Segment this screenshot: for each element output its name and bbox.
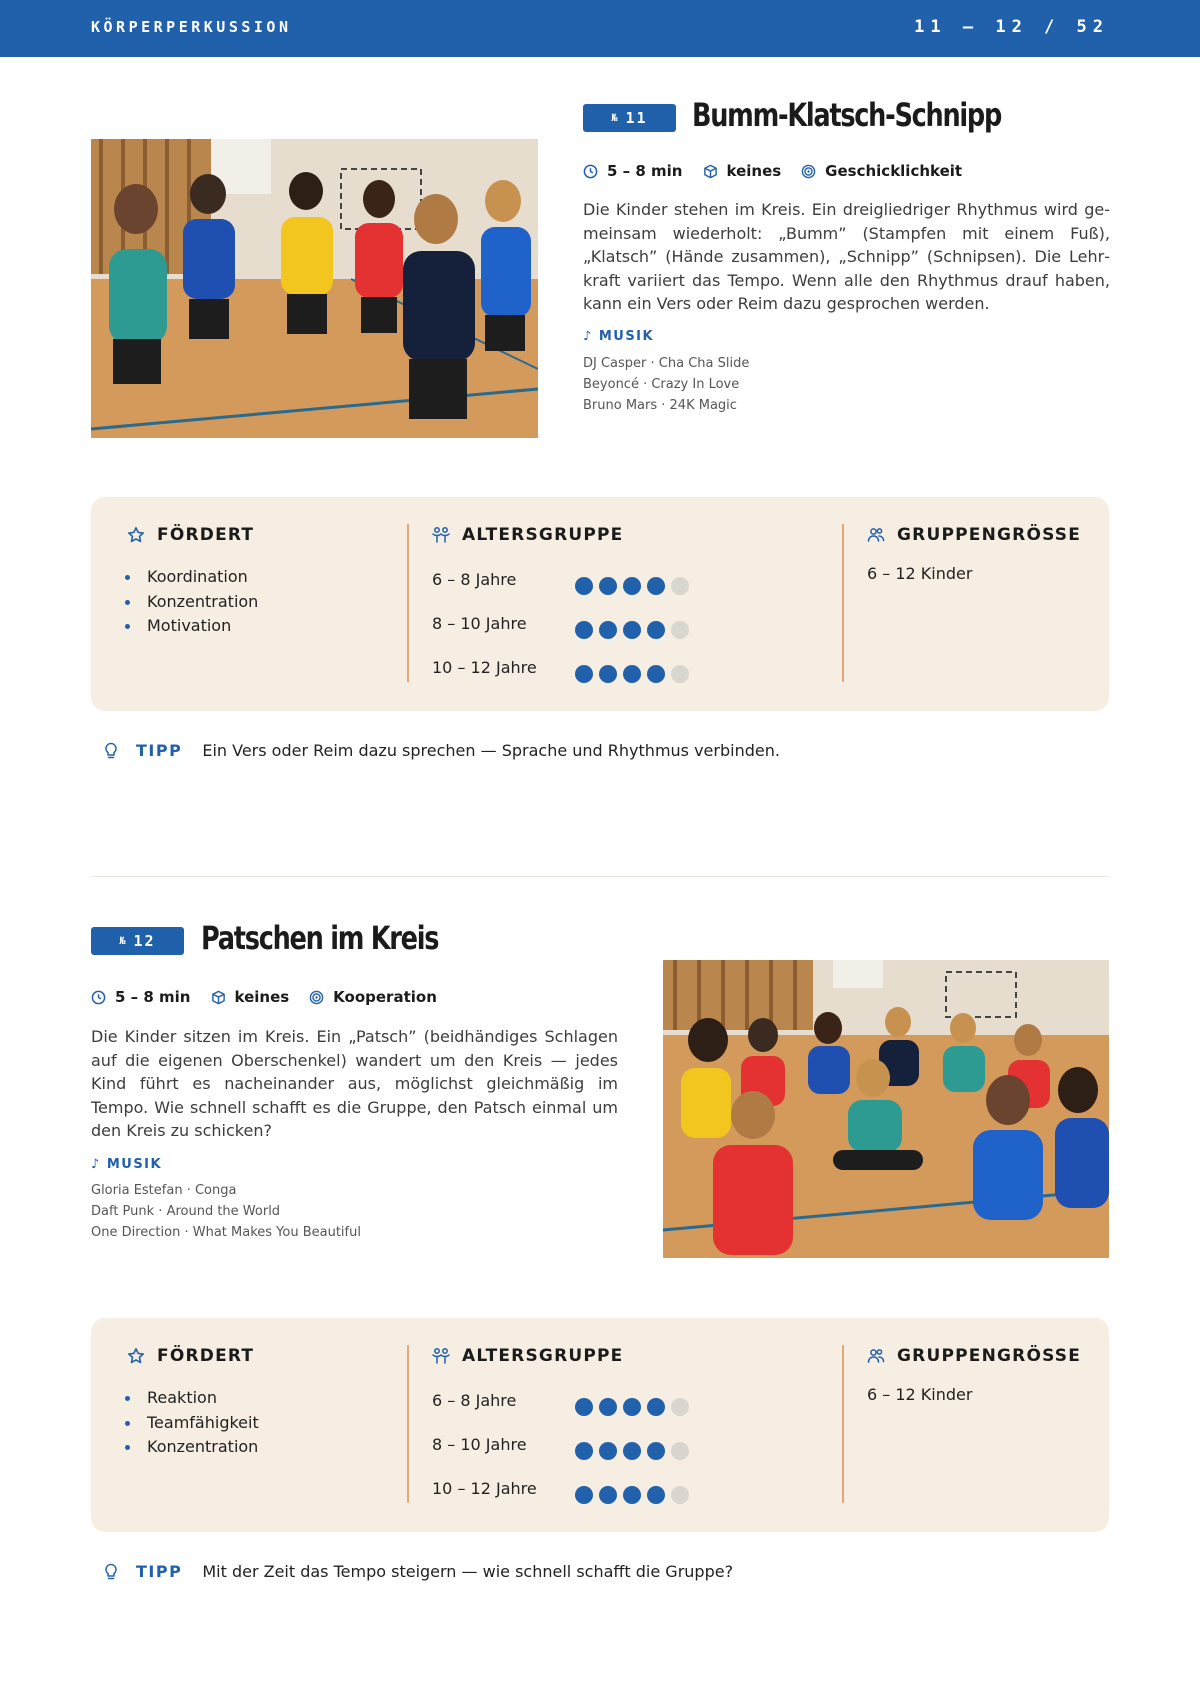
info-card	[91, 497, 1109, 711]
star-icon	[127, 1347, 145, 1365]
music-list	[583, 353, 749, 416]
rating-dot-filled	[599, 1442, 617, 1460]
music-item: One Direction · What Makes You Beautiful	[91, 1225, 361, 1240]
target-icon	[801, 164, 816, 179]
music-heading-text: MUSIK	[106, 1157, 163, 1172]
group-size: 6 – 12 Kinder	[867, 564, 973, 583]
game-meta	[583, 162, 982, 180]
age-row	[432, 611, 692, 635]
benefit-item: Motivation	[147, 614, 258, 639]
benefits-heading	[127, 1346, 254, 1366]
age-heading	[432, 1346, 624, 1366]
benefits-heading-text: FÖRDERT	[157, 525, 255, 545]
focus-text: Geschicklichkeit	[825, 162, 963, 180]
rating-dot-filled	[575, 1398, 593, 1416]
age-label: 8 – 10 Jahre	[432, 613, 527, 633]
duration-text: 5 – 8 min	[607, 162, 683, 180]
column-divider	[842, 1345, 844, 1503]
rating-dot-filled	[623, 665, 641, 683]
star-icon	[127, 526, 145, 544]
rating-dot-filled	[623, 621, 641, 639]
tip-row	[104, 1562, 733, 1581]
rating-dot-empty	[671, 1442, 689, 1460]
age-rating	[575, 1486, 689, 1504]
info-card	[91, 1318, 1109, 1532]
number-value: 11	[625, 109, 648, 127]
age-rating	[575, 665, 689, 683]
rating-dot-filled	[623, 1398, 641, 1416]
age-rating	[575, 1398, 689, 1416]
rating-dot-empty	[671, 621, 689, 639]
clock-icon	[583, 164, 598, 179]
age-heading-text: ALTERSGRUPPE	[462, 525, 624, 545]
section-divider	[91, 876, 1109, 877]
music-heading	[91, 1157, 162, 1172]
people-arms-icon	[432, 1347, 450, 1365]
lightbulb-icon	[104, 1563, 118, 1581]
rating-dot-filled	[623, 1442, 641, 1460]
tip-text: Ein Vers oder Reim dazu sprechen — Sprache und Rhythmus verbinden.	[202, 741, 780, 760]
music-item: Bruno Mars · 24K Magic	[583, 398, 737, 413]
age-row	[432, 655, 692, 679]
people-arms-icon	[432, 526, 450, 544]
game-photo-standing-circle	[91, 139, 538, 438]
music-item: Daft Punk · Around the World	[91, 1204, 281, 1219]
benefit-item: Koordination	[147, 565, 258, 590]
tip-text: Mit der Zeit das Tempo steigern — wie schnell schafft die Gruppe?	[202, 1562, 734, 1581]
rating-dot-filled	[623, 1486, 641, 1504]
benefits-heading-text: FÖRDERT	[157, 1346, 255, 1366]
group-heading-text: GRUPPENGRÖSSE	[897, 525, 1082, 545]
age-row	[432, 567, 692, 591]
rating-dot-filled	[599, 621, 617, 639]
game-title: Patschen im Kreis	[201, 919, 439, 957]
age-label: 10 – 12 Jahre	[432, 657, 537, 677]
music-heading	[583, 329, 654, 344]
tip-row	[104, 741, 780, 760]
number-prefix: №	[611, 112, 618, 124]
age-label: 6 – 8 Jahre	[432, 1390, 517, 1410]
group-size: 6 – 12 Kinder	[867, 1385, 973, 1404]
benefit-item: Reaktion	[147, 1386, 259, 1411]
header-bar	[0, 0, 1200, 57]
rating-dot-filled	[575, 621, 593, 639]
group-icon	[867, 526, 885, 544]
rating-dot-filled	[647, 665, 665, 683]
music-note-icon: ♪	[583, 329, 593, 344]
material-text: keines	[726, 162, 782, 180]
number-value: 12	[133, 932, 156, 950]
tip-label: TIPP	[136, 741, 183, 760]
lightbulb-icon	[104, 742, 118, 760]
rating-dot-filled	[623, 577, 641, 595]
age-label: 6 – 8 Jahre	[432, 569, 517, 589]
rating-dot-filled	[647, 1442, 665, 1460]
age-heading	[432, 525, 624, 545]
game-number-badge	[583, 104, 676, 132]
rating-dot-filled	[575, 1486, 593, 1504]
music-item: Beyoncé · Crazy In Love	[583, 377, 740, 392]
benefit-item: Konzentration	[147, 1435, 259, 1460]
meta-material	[703, 162, 782, 180]
benefit-item: Teamfähigkeit	[147, 1411, 259, 1436]
benefit-item: Konzentration	[147, 590, 258, 615]
group-heading	[867, 1346, 1081, 1366]
rating-dot-filled	[599, 665, 617, 683]
group-icon	[867, 1347, 885, 1365]
rating-dot-filled	[647, 1398, 665, 1416]
meta-duration	[91, 988, 191, 1006]
music-item: Gloria Estefan · Conga	[91, 1183, 237, 1198]
rating-dot-empty	[671, 1486, 689, 1504]
game-meta	[91, 988, 457, 1006]
column-divider	[407, 524, 409, 682]
rating-dot-filled	[599, 1486, 617, 1504]
age-label: 10 – 12 Jahre	[432, 1478, 537, 1498]
rating-dot-empty	[671, 1398, 689, 1416]
column-divider	[407, 1345, 409, 1503]
focus-text: Kooperation	[333, 988, 437, 1006]
rating-dot-empty	[671, 577, 689, 595]
benefits-heading	[127, 525, 254, 545]
rating-dot-filled	[647, 577, 665, 595]
age-row	[432, 1388, 692, 1412]
group-heading-text: GRUPPENGRÖSSE	[897, 1346, 1082, 1366]
rating-dot-filled	[575, 665, 593, 683]
clock-icon	[91, 990, 106, 1005]
meta-focus	[801, 162, 962, 180]
rating-dot-filled	[575, 577, 593, 595]
age-rating	[575, 621, 689, 639]
rating-dot-filled	[575, 1442, 593, 1460]
age-rating	[575, 577, 689, 595]
target-icon	[309, 990, 324, 1005]
section-title: KÖRPERPERKUSSION	[91, 18, 292, 36]
music-list	[91, 1180, 361, 1243]
game-title: Bumm-Klatsch-Schnipp	[692, 96, 1001, 134]
rating-dot-empty	[671, 665, 689, 683]
box-icon	[211, 990, 226, 1005]
music-heading-text: MUSIK	[598, 329, 655, 344]
meta-focus	[309, 988, 437, 1006]
game-description: Die Kinder stehen im Kreis. Ein dreigliedriger Rhythmus wird gemeinsam wiederholt: „Bumm” (Stampfen mit einem Fuß), „Klatsch” (Hände zusammen), „Schnipp” (Schnipsen). Die Lehrkraft variiert das Tempo. Wenn alle den Rhythmus drauf haben, kann ein Vers oder Reim dazu gesprochen werden.	[583, 200, 1110, 313]
number-prefix: №	[119, 935, 126, 947]
material-text: keines	[234, 988, 290, 1006]
meta-material	[211, 988, 290, 1006]
box-icon	[703, 164, 718, 179]
benefits-list	[147, 1386, 259, 1460]
meta-duration	[583, 162, 683, 180]
age-label: 8 – 10 Jahre	[432, 1434, 527, 1454]
duration-text: 5 – 8 min	[115, 988, 191, 1006]
game-number-badge	[91, 927, 184, 955]
age-row	[432, 1476, 692, 1500]
age-rating	[575, 1442, 689, 1460]
rating-dot-filled	[599, 577, 617, 595]
rating-dot-filled	[647, 621, 665, 639]
page-numbers: 11 – 12 / 52	[914, 17, 1109, 37]
age-heading-text: ALTERSGRUPPE	[462, 1346, 624, 1366]
game-photo-sitting-circle	[663, 960, 1109, 1258]
column-divider	[842, 524, 844, 682]
music-note-icon: ♪	[91, 1157, 101, 1172]
benefits-list	[147, 565, 258, 639]
age-row	[432, 1432, 692, 1456]
game-description: Die Kinder sitzen im Kreis. Ein „Patsch” (beidhändiges Schlagen auf die eigenen Oberschenkel) wandert um den Kreis — jedes Kind führt es nacheinander aus, möglichst gleichmäßig im Tempo. Wie schnell schafft es die Gruppe, den Patsch einmal um den Kreis zu schicken?	[91, 1027, 618, 1140]
music-item: DJ Casper · Cha Cha Slide	[583, 356, 750, 371]
tip-label: TIPP	[136, 1562, 183, 1581]
group-heading	[867, 525, 1081, 545]
rating-dot-filled	[647, 1486, 665, 1504]
rating-dot-filled	[599, 1398, 617, 1416]
